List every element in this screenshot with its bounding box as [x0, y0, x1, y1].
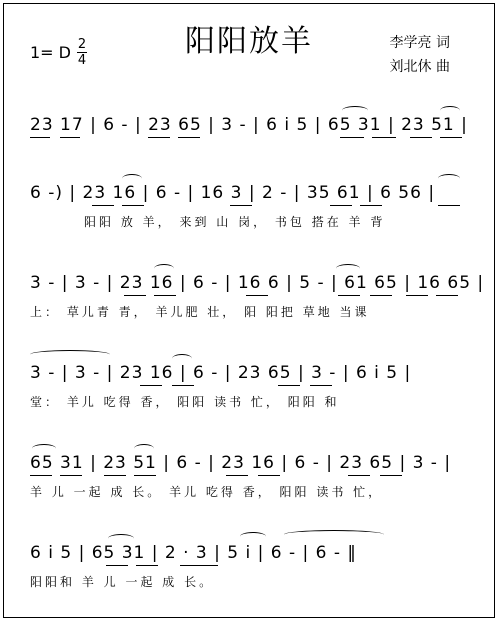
lyric-line: 堂： 羊儿 吃得 香， 阳阳 读书 忙， 阳阳 和 [30, 395, 340, 409]
slur [284, 530, 384, 539]
underline [226, 475, 248, 476]
underline [30, 137, 50, 138]
key-signature [30, 38, 87, 67]
key-label: 1= D [30, 43, 71, 62]
underline [360, 205, 382, 206]
slur [30, 350, 110, 359]
underline [310, 385, 332, 386]
underline [92, 205, 114, 206]
underline [230, 205, 252, 206]
score-row-5 [30, 450, 468, 499]
underline [278, 385, 300, 386]
time-top: 2 [77, 37, 87, 52]
underline [340, 137, 364, 138]
time-bottom: 4 [77, 53, 87, 68]
underline [178, 137, 200, 138]
underline [436, 295, 458, 296]
underline [410, 137, 432, 138]
underline [60, 475, 82, 476]
underline [406, 295, 428, 296]
score-row-4 [30, 360, 468, 409]
slur [154, 264, 174, 273]
slur [438, 174, 460, 183]
score-row-2 [30, 180, 468, 229]
underline [338, 295, 360, 296]
underline [370, 295, 392, 296]
underline [246, 295, 268, 296]
underline [180, 565, 218, 566]
time-signature [77, 38, 87, 67]
score-row-3 [30, 270, 485, 319]
underline [106, 565, 128, 566]
underline [380, 475, 402, 476]
underline [30, 475, 52, 476]
slur [172, 354, 192, 363]
underline [330, 205, 352, 206]
lyricist-credit: 李学亮 词 [389, 35, 450, 51]
notation-line: 6 -) | 23 16 | 6 - | 16 3 | 2 - | 35 61 | 6 56 | [30, 183, 436, 203]
lyric-line: 上： 草儿青 青， 羊儿肥 壮， 阳 阳把 草地 当课 [30, 305, 370, 319]
underline [172, 385, 194, 386]
underline [258, 475, 280, 476]
underline [440, 137, 462, 138]
underline [60, 137, 80, 138]
underline [372, 137, 396, 138]
underline [104, 475, 126, 476]
underline [154, 295, 176, 296]
underline [148, 137, 170, 138]
slur [122, 174, 142, 183]
underline [438, 205, 460, 206]
notation-line: 65 31 | 23 51 | 6 - | 23 16 | 6 - | 23 65 | 3 - | [30, 453, 452, 473]
slur [108, 534, 134, 543]
score-row-6 [30, 540, 468, 589]
slur [342, 106, 368, 115]
notation-line: 3 - | 3 - | 23 16 | 6 - | 23 65 | 3 - | 6 i 5 | [30, 363, 412, 383]
lyric-line: 羊 儿 一起 成 长。 羊儿 吃得 香， 阳阳 读书 忙， [30, 485, 384, 499]
underline [124, 295, 146, 296]
song-title: 阳阳放羊 [185, 24, 313, 59]
score-page [3, 3, 495, 618]
lyric-line: 阳阳和 羊 儿 一起 成 长。 [30, 575, 215, 589]
underline [122, 205, 144, 206]
underline [348, 475, 370, 476]
notation-line: 23 17 | 6 - | 23 65 | 3 - | 6 i 5 | 65 31 | 23 51 | [30, 115, 468, 135]
score-row-1 [30, 112, 468, 142]
underline [134, 475, 156, 476]
notation-line: 6 i 5 | 65 31 | 2 · 3 | 5 i | 6 - | 6 - ‖ [30, 543, 357, 563]
underline [140, 385, 162, 386]
slur [336, 264, 360, 273]
slur [240, 532, 266, 541]
composer-credit: 刘北休 曲 [389, 59, 450, 75]
slur [32, 444, 56, 453]
slur [440, 106, 460, 115]
notation-line: 3 - | 3 - | 23 16 | 6 - | 16 6 | 5 - | 61 65 | 16 65 | [30, 273, 485, 293]
slur [134, 444, 154, 453]
underline [136, 565, 158, 566]
lyric-line: 阳阳 放 羊， 来到 山 岗， 书包 搭在 羊 背 [84, 215, 386, 229]
